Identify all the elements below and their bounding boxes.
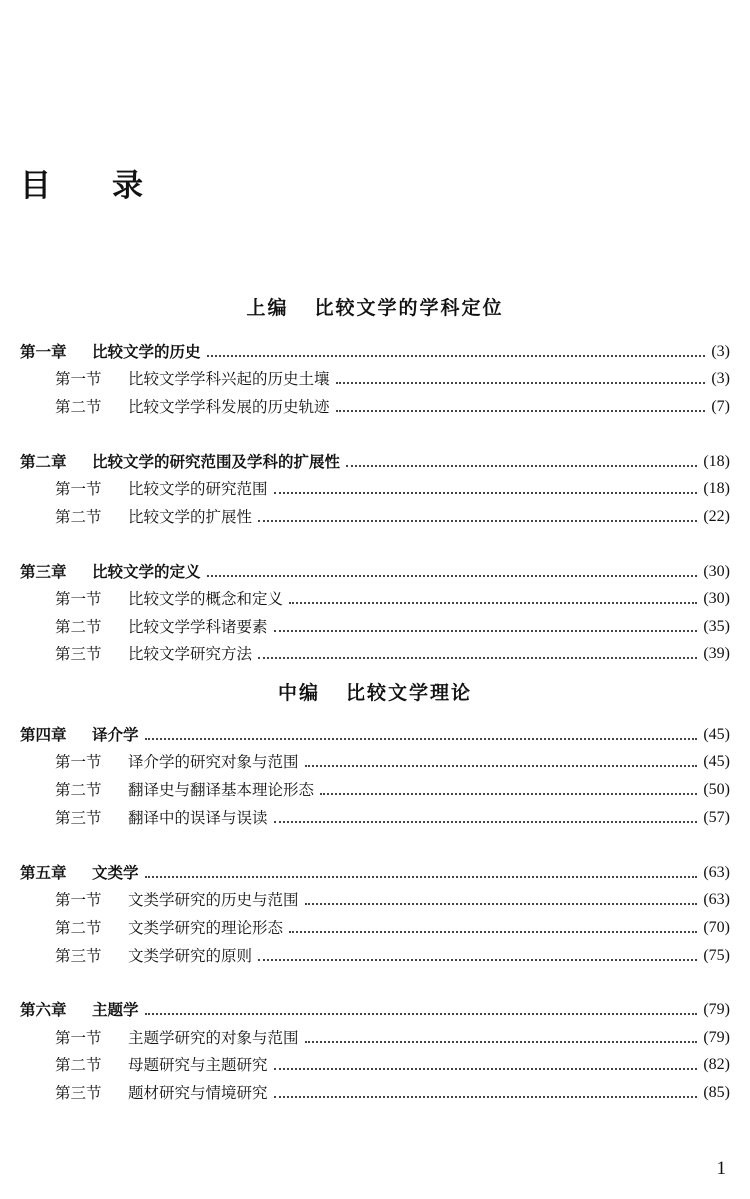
toc-entry-page: (79): [703, 1029, 730, 1046]
toc-entry-heading: [55, 506, 252, 528]
toc-entry-title: 译介学: [92, 726, 139, 744]
toc-entry-heading: [55, 779, 314, 801]
dot-leader: [258, 520, 697, 522]
toc-entry-title: 文类学研究的原则: [128, 947, 253, 965]
toc-entry-page: (82): [703, 1056, 730, 1073]
toc-entry-title: 文类学研究的历史与范围: [128, 891, 299, 909]
dot-leader: [145, 738, 698, 740]
part-label: 中编: [277, 682, 320, 704]
toc-chapter-entry: [20, 860, 730, 884]
toc-entry-title: 翻译史与翻译基本理论形态: [128, 781, 315, 799]
toc-entry-heading: [20, 561, 201, 583]
toc-entry-page: (57): [703, 809, 730, 826]
toc-entry-number: 第一节: [55, 370, 102, 388]
toc-entry-heading: [55, 368, 330, 390]
toc-entry-heading: [55, 807, 268, 829]
toc-section-entry: [55, 943, 730, 967]
toc-entry-heading: [55, 917, 283, 939]
toc-entry-heading: [55, 945, 252, 967]
toc-entry-title: 译介学的研究对象与范围: [128, 753, 299, 771]
toc-entry-title: 比较文学研究方法: [128, 645, 253, 663]
toc-entry-page: (70): [703, 919, 730, 936]
part-title: 比较文学的学科定位: [314, 297, 504, 319]
toc-chapter-entry: [20, 722, 730, 746]
toc-entry-title: 题材研究与情境研究: [128, 1084, 268, 1102]
toc-entry-number: 第六章: [20, 1001, 67, 1019]
toc-chapter-entry: [20, 449, 730, 473]
toc-entry-heading: [55, 643, 252, 665]
toc-entry-number: 第二章: [20, 453, 67, 471]
toc-section-entry: [55, 887, 730, 911]
toc-entry-page: (30): [703, 590, 730, 607]
toc-section-entry: [55, 1052, 730, 1076]
toc-entry-heading: [55, 616, 268, 638]
toc-entry-page: (79): [703, 1001, 730, 1018]
toc-entry-page: (35): [703, 618, 730, 635]
toc-entry-number: 第二节: [55, 618, 102, 636]
toc-entry-number: 第二节: [55, 508, 102, 526]
toc-entry-number: 第一节: [55, 590, 102, 608]
toc-entry-heading: [55, 478, 268, 500]
toc-entry-title: 比较文学学科兴起的历史土壤: [128, 370, 330, 388]
toc-section-entry: [55, 777, 730, 801]
toc-entry-heading: [20, 451, 340, 473]
toc-entry-heading: [55, 751, 299, 773]
dot-leader: [289, 931, 697, 933]
toc-section-entry: [55, 586, 730, 610]
toc-entry-page: (7): [711, 398, 730, 415]
dot-leader: [336, 382, 706, 384]
page-number: 1: [716, 1158, 726, 1179]
part-heading-upper: [0, 294, 750, 322]
toc-entry-number: 第三节: [55, 809, 102, 827]
toc-entry-title: 主题学研究的对象与范围: [128, 1029, 299, 1047]
toc-entry-page: (75): [703, 947, 730, 964]
toc-entry-title: 比较文学的扩展性: [128, 508, 253, 526]
dot-leader: [336, 410, 706, 412]
toc-entry-title: 文类学: [92, 864, 139, 882]
toc-entry-number: 第二节: [55, 398, 102, 416]
toc-section-entry: [55, 641, 730, 665]
toc-entry-title: 比较文学的研究范围: [128, 480, 268, 498]
toc-section-entry: [55, 1025, 730, 1049]
toc-entry-number: 第三节: [55, 947, 102, 965]
toc-entry-page: (18): [703, 453, 730, 470]
toc-entry-title: 文类学研究的理论形态: [128, 919, 284, 937]
toc-entry-title: 比较文学的研究范围及学科的扩展性: [92, 453, 341, 471]
toc-entry-heading: [55, 588, 283, 610]
page-title-char-1: 目: [20, 168, 51, 204]
part-label: 上编: [246, 297, 289, 319]
toc-entry-heading: [20, 999, 139, 1021]
toc-entry-number: 第一节: [55, 1029, 102, 1047]
toc-entry-number: 第三节: [55, 1084, 102, 1102]
toc-entry-number: 第三节: [55, 645, 102, 663]
dot-leader: [305, 765, 698, 767]
toc-entry-heading: [20, 724, 139, 746]
dot-leader: [274, 821, 698, 823]
dot-leader: [289, 602, 697, 604]
dot-leader: [207, 575, 698, 577]
toc-entry-title: 比较文学学科诸要素: [128, 618, 268, 636]
toc-entry-title: 母题研究与主题研究: [128, 1056, 268, 1074]
toc-chapter-entry: [20, 997, 730, 1021]
dot-leader: [274, 492, 698, 494]
toc-entry-number: 第二节: [55, 919, 102, 937]
toc-entry-title: 比较文学的概念和定义: [128, 590, 284, 608]
dot-leader: [305, 1041, 698, 1043]
toc-section-entry: [55, 1080, 730, 1104]
dot-leader: [274, 1068, 698, 1070]
toc-entry-heading: [55, 1054, 268, 1076]
toc-entry-heading: [55, 889, 299, 911]
toc-entry-number: 第一节: [55, 753, 102, 771]
toc-entry-number: 第二节: [55, 781, 102, 799]
dot-leader: [145, 876, 698, 878]
dot-leader: [346, 465, 697, 467]
part-heading-middle: [0, 679, 750, 707]
dot-leader: [207, 355, 706, 357]
toc-entry-heading: [55, 1027, 299, 1049]
toc-entry-number: 第一节: [55, 891, 102, 909]
dot-leader: [258, 657, 697, 659]
toc-entry-page: (22): [703, 508, 730, 525]
toc-section-entry: [55, 504, 730, 528]
toc-section-entry: [55, 394, 730, 418]
toc-section-entry: [55, 366, 730, 390]
toc-entry-heading: [55, 1082, 268, 1104]
toc-section-entry: [55, 805, 730, 829]
dot-leader: [305, 903, 698, 905]
dot-leader: [274, 1096, 698, 1098]
toc-entry-number: 第二节: [55, 1056, 102, 1074]
toc-section-entry: [55, 476, 730, 500]
dot-leader: [145, 1013, 698, 1015]
toc-entry-page: (45): [703, 753, 730, 770]
toc-entry-page: (63): [703, 864, 730, 881]
toc-section-entry: [55, 915, 730, 939]
toc-entry-heading: [20, 341, 201, 363]
toc-entry-page: (39): [703, 645, 730, 662]
part-title: 比较文学理论: [346, 682, 473, 704]
dot-leader: [258, 959, 697, 961]
dot-leader: [274, 630, 698, 632]
toc-entry-page: (3): [711, 370, 730, 387]
dot-leader: [320, 793, 697, 795]
toc-chapter-entry: [20, 339, 730, 363]
page-title: [20, 166, 143, 206]
toc-chapter-entry: [20, 559, 730, 583]
toc-entry-page: (30): [703, 563, 730, 580]
toc-entry-number: 第五章: [20, 864, 67, 882]
toc-entry-page: (3): [711, 343, 730, 360]
toc-entry-title: 翻译中的误译与误读: [128, 809, 268, 827]
toc-entry-number: 第四章: [20, 726, 67, 744]
toc-entry-page: (18): [703, 480, 730, 497]
toc-entry-number: 第一章: [20, 343, 67, 361]
toc-entry-page: (45): [703, 726, 730, 743]
toc-entry-title: 比较文学学科发展的历史轨迹: [128, 398, 330, 416]
toc-entry-title: 比较文学的历史: [92, 343, 201, 361]
toc-entry-number: 第三章: [20, 563, 67, 581]
page-title-char-2: 录: [112, 168, 143, 204]
toc-entry-heading: [20, 862, 139, 884]
toc-entry-title: 比较文学的定义: [92, 563, 201, 581]
toc-entry-page: (85): [703, 1084, 730, 1101]
toc-entry-title: 主题学: [92, 1001, 139, 1019]
toc-entry-heading: [55, 396, 330, 418]
toc-section-entry: [55, 749, 730, 773]
toc-section-entry: [55, 614, 730, 638]
toc-entry-number: 第一节: [55, 480, 102, 498]
toc-entry-page: (63): [703, 891, 730, 908]
toc-entry-page: (50): [703, 781, 730, 798]
